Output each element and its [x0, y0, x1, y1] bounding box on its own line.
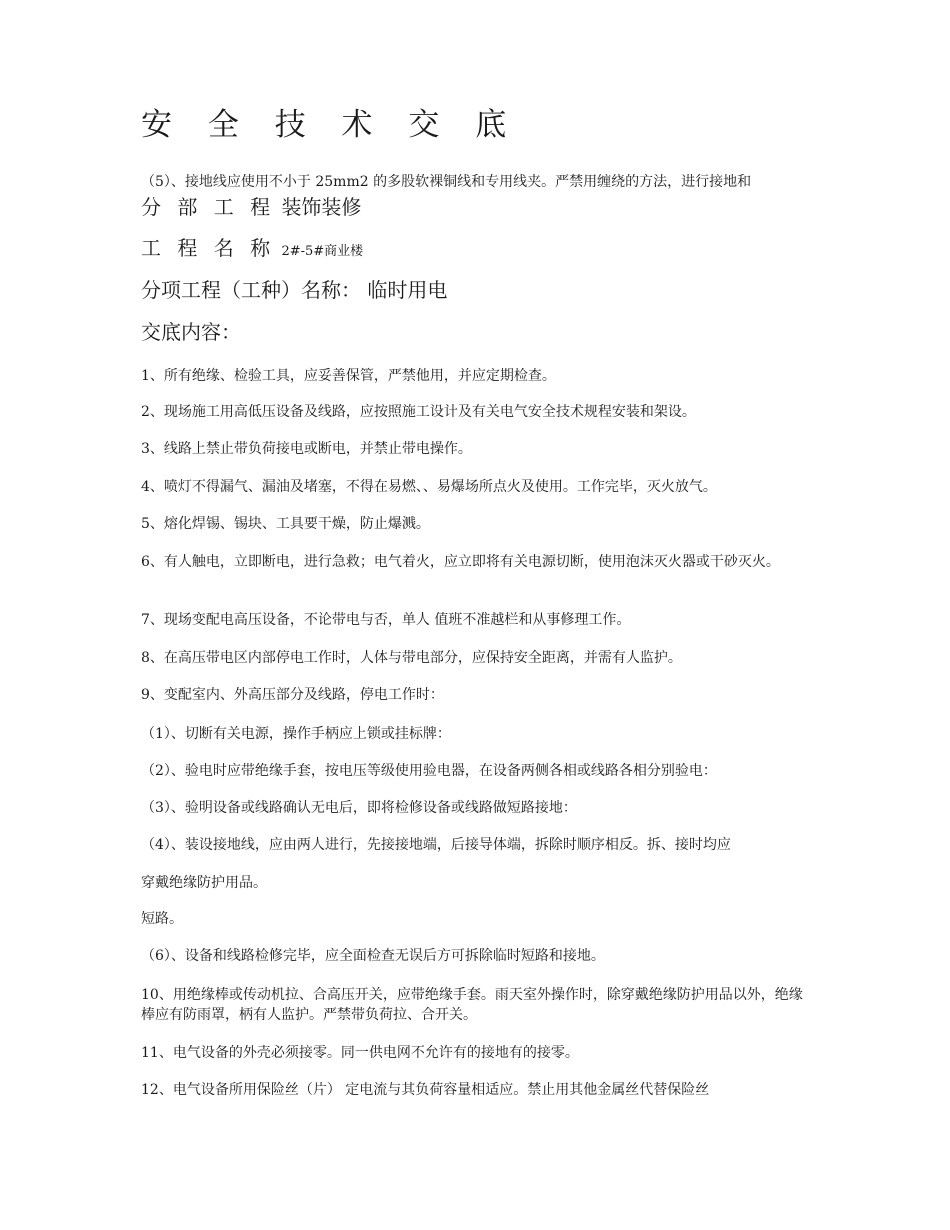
list-item: 11、电气设备的外壳必须接零。同一供电网不允许有的接地有的接零。	[141, 1045, 579, 1061]
list-item: （1）、切断有关电源，操作手柄应上锁或挂标牌：	[141, 726, 451, 742]
project-name-row	[141, 235, 821, 265]
fenbu-row	[141, 194, 821, 220]
list-item: 短路。	[141, 911, 183, 927]
list-item: 10、用绝缘棒或传动机拉、合高压开关，应带绝缘手套。雨天室外操作时，除穿戴绝缘防护用品以外，绝缘棒应有防雨罩，柄有人监护。严禁带负荷拉、合开关。	[141, 987, 803, 1023]
fenbu-value: 装饰装修	[281, 195, 362, 219]
list-item: 6、有人触电，立即断电，进行急救；电气着火，应立即将有关电源切断，使用泡沫灭火器或干砂灭火。	[141, 554, 780, 570]
document-title: 安 全 技 术 交 底	[141, 107, 520, 143]
list-item: 3、线路上禁止带负荷接电或断电，并禁止带电操作。	[141, 441, 472, 457]
list-item: 12、电气设备所用保险丝（片） 定电流与其负荷容量相适应。禁止用其他金属丝代替保险丝	[141, 1082, 710, 1098]
note-item-5-part1: （5）、接地线应使用不小于 25mm2 的多股软裸铜线和专用线夹。严禁用缠绕的方法，进行接地和	[141, 174, 752, 190]
list-item: （6）、设备和线路检修完毕，应全面检查无误后方可拆除临时短路和接地。	[141, 948, 605, 964]
list-item: 7、现场变配电高压设备，不论带电与否，单人 值班不准越栏和从事修理工作。	[141, 612, 631, 628]
list-item: 穿戴绝缘防护用品。	[141, 875, 267, 891]
subitem-label: 分项工程（工种）名称：	[141, 278, 361, 302]
list-item: （3）、验明设备或线路确认无电后，即将检修设备或线路做短路接地：	[141, 800, 577, 816]
project-name-value: 2#-5#商业楼	[281, 244, 364, 259]
list-item: 1、所有绝缘、检验工具，应妥善保管，严禁他用，并应定期检查。	[141, 368, 556, 384]
subitem-value: 临时用电	[367, 278, 448, 302]
list-item: 2、现场施工用高低压设备及线路，应按照施工设计及有关电气安全技术规程安装和架设。	[141, 404, 696, 420]
list-item: 9、变配室内、外高压部分及线路，停电工作时：	[141, 687, 444, 703]
project-name-label: 工 程 名 称	[141, 236, 276, 260]
list-item: （4）、装设接地线，应由两人进行，先接接地端，后接导体端，拆除时顺序相反。拆、接时均应	[141, 837, 731, 853]
fenbu-label: 分 部 工 程	[141, 195, 276, 219]
content-label: 交底内容：	[141, 320, 241, 344]
subitem-row	[141, 277, 821, 303]
list-item: 8、在高压带电区内部停电工作时，人体与带电部分，应保持安全距离，并需有人监护。	[141, 650, 682, 666]
list-item: （2）、验电时应带绝缘手套，按电压等级使用验电器，在设备两侧各相或线路各相分别验电：	[141, 763, 717, 779]
list-item: 5、熔化焊锡、锡块、工具要干燥，防止爆溅。	[141, 516, 430, 532]
list-item: 4、喷灯不得漏气、漏油及堵塞，不得在易燃、、易爆场所点火及使用。工作完毕，灭火放气。	[141, 479, 717, 495]
